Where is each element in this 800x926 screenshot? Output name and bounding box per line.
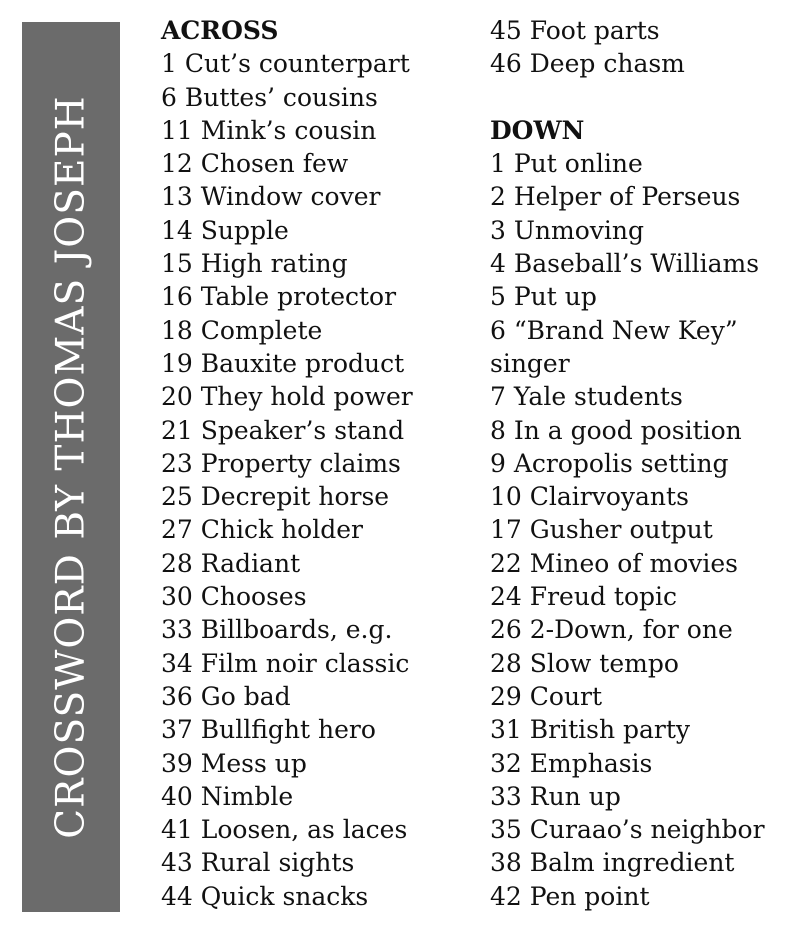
across-clue: 36 Go bad (161, 681, 291, 711)
across-clue: 30 Chooses (161, 582, 307, 612)
across-clue: 18 Complete (161, 315, 323, 345)
across-clue: 27 Chick holder (161, 515, 363, 545)
across-clue: 28 Radiant (161, 548, 301, 578)
across-clue: 44 Quick snacks (161, 881, 369, 911)
across-clue: 11 Mink’s cousin (161, 115, 377, 145)
down-clue-continuation: singer (490, 348, 570, 378)
down-clue: 22 Mineo of movies (490, 548, 738, 578)
across-clue: 39 Mess up (161, 748, 307, 778)
across-clue: 21 Speaker’s stand (161, 415, 405, 445)
down-clue: 38 Balm ingredient (490, 848, 735, 878)
across-column (161, 14, 466, 913)
down-clue: 32 Emphasis (490, 748, 653, 778)
down-clue: 6 “Brand New Key” (490, 315, 738, 345)
down-clue: 5 Put up (490, 282, 597, 312)
across-clue: 34 Film noir classic (161, 648, 410, 678)
across-clue: 37 Bullfight hero (161, 715, 376, 745)
across-clue: 40 Nimble (161, 781, 294, 811)
down-clue: 42 Pen point (490, 881, 650, 911)
across-clue: 15 High rating (161, 249, 348, 279)
down-clue: 29 Court (490, 681, 603, 711)
down-clue: 4 Baseball’s Williams (490, 249, 760, 279)
across-clue: 43 Rural sights (161, 848, 355, 878)
section-gap (490, 81, 795, 114)
down-clue: 28 Slow tempo (490, 648, 679, 678)
across-clue: 14 Supple (161, 215, 289, 245)
across-clue: 6 Buttes’ cousins (161, 82, 378, 112)
down-clue: 24 Freud topic (490, 582, 677, 612)
down-heading: DOWN (490, 115, 585, 145)
across-clue: 33 Billboards, e.g. (161, 615, 393, 645)
across-clue: 19 Bauxite product (161, 348, 405, 378)
down-clue: 3 Unmoving (490, 215, 645, 245)
down-clue: 35 Curaao’s neighbor (490, 815, 765, 845)
down-clue: 33 Run up (490, 781, 621, 811)
across-clue: 23 Property claims (161, 448, 401, 478)
across-clue: 12 Chosen few (161, 149, 349, 179)
right-column (490, 14, 795, 913)
side-banner (22, 22, 120, 912)
down-clue: 31 British party (490, 715, 691, 745)
down-clue: 7 Yale students (490, 382, 683, 412)
across-clue: 25 Decrepit horse (161, 482, 390, 512)
across-clue: 1 Cut’s counterpart (161, 49, 410, 79)
across-heading: ACROSS (161, 16, 279, 45)
across-clue: 45 Foot parts (490, 16, 660, 45)
down-clue: 2 Helper of Perseus (490, 182, 741, 212)
across-clue: 16 Table protector (161, 282, 397, 312)
down-clue: 26 2-Down, for one (490, 615, 733, 645)
down-clue: 10 Clairvoyants (490, 482, 689, 512)
across-clue: 20 They hold power (161, 382, 413, 412)
down-clue: 1 Put online (490, 149, 643, 179)
across-clue: 46 Deep chasm (490, 49, 685, 79)
across-clue: 41 Loosen, as laces (161, 815, 408, 845)
down-clue: 9 Acropolis setting (490, 448, 729, 478)
down-clue: 17 Gusher output (490, 515, 713, 545)
down-clue: 8 In a good position (490, 415, 742, 445)
across-clue: 13 Window cover (161, 182, 381, 212)
crossword-title: CROSSWORD BY THOMAS JOSEPH (48, 95, 94, 839)
